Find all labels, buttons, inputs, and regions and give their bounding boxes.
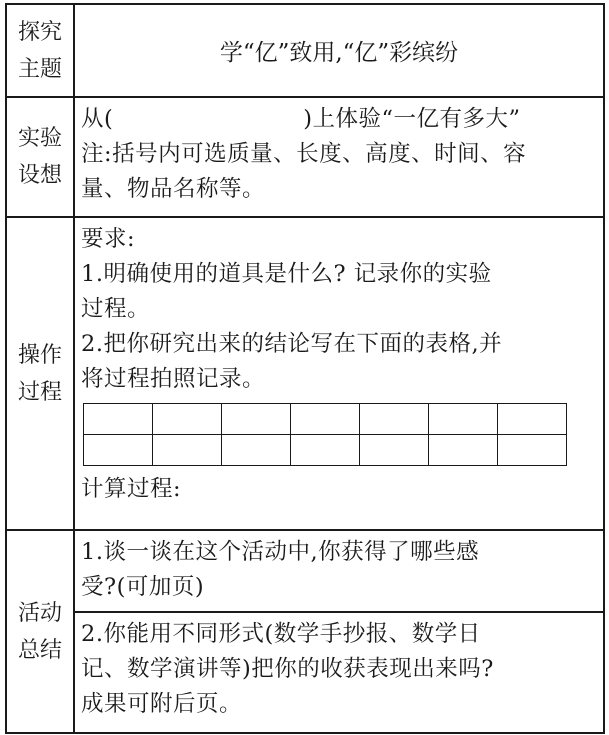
grid-cell[interactable] — [84, 404, 153, 435]
process-content — [74, 217, 604, 530]
hypothesis-label — [6, 97, 74, 217]
q2-line1: 2.你能用不同形式(数学手抄报、数学日 — [81, 621, 481, 647]
summary-label-line1: 活动 — [17, 600, 62, 626]
grid-cell[interactable] — [498, 404, 567, 435]
results-grid-row — [84, 435, 567, 466]
q2-line2: 记、数学演讲等)把你的收获表现出来吗? — [81, 656, 494, 682]
req2-line1: 2.把你研究出来的结论写在下面的表格,并 — [81, 331, 503, 357]
q1-line2: 受?(可加页) — [81, 574, 205, 600]
theme-label-line2: 主题 — [17, 56, 62, 82]
grid-cell[interactable] — [291, 435, 360, 466]
calculation-heading: 计算过程: — [81, 476, 182, 502]
summary-question-2 — [75, 611, 603, 728]
grid-cell[interactable] — [498, 435, 567, 466]
grid-cell[interactable] — [429, 435, 498, 466]
req2-line2: 将过程拍照记录。 — [81, 366, 266, 392]
summary-label — [6, 530, 74, 733]
grid-cell[interactable] — [153, 404, 222, 435]
grid-cell[interactable] — [360, 404, 429, 435]
hypothesis-label-line2: 设想 — [17, 163, 62, 188]
grid-cell[interactable] — [84, 435, 153, 466]
summary-question-1 — [75, 531, 603, 611]
grid-cell[interactable] — [429, 404, 498, 435]
results-grid-row — [84, 404, 567, 435]
theme-row — [6, 4, 604, 97]
process-label-line2: 过程 — [17, 379, 62, 405]
grid-cell[interactable] — [222, 435, 291, 466]
q2-line3: 成果可附后页。 — [81, 691, 243, 717]
grid-cell[interactable] — [222, 404, 291, 435]
req1-line1: 1.明确使用的道具是什么? 记录你的实验 — [81, 261, 492, 287]
theme-text: 学“亿”致用,“亿”彩缤纷 — [74, 4, 604, 97]
note-line1: 注:括号内可选质量、长度、高度、时间、容 — [81, 141, 527, 167]
requirements-heading: 要求: — [81, 226, 136, 252]
summary-row — [6, 530, 604, 733]
grid-cell[interactable] — [153, 435, 222, 466]
q1-line1: 1.谈一谈在这个活动中,你获得了哪些感 — [81, 539, 480, 565]
hypothesis-content — [74, 97, 604, 217]
theme-label — [6, 4, 74, 97]
hypothesis-label-line1: 实验 — [17, 126, 62, 151]
req1-line2: 过程。 — [81, 296, 151, 322]
results-grid — [83, 403, 567, 466]
process-label — [6, 217, 74, 530]
activity-table — [5, 3, 605, 734]
note-line2: 量、物品名称等。 — [81, 176, 266, 202]
process-row — [6, 217, 604, 530]
grid-cell[interactable] — [360, 435, 429, 466]
hypothesis-prefix: 从( — [81, 106, 114, 132]
hypothesis-line1 — [81, 102, 603, 137]
grid-cell[interactable] — [291, 404, 360, 435]
theme-label-line1: 探究 — [17, 19, 62, 45]
summary-content — [74, 530, 604, 733]
process-label-line1: 操作 — [17, 342, 62, 368]
hypothesis-suffix: )上体验“一亿有多大” — [303, 106, 521, 132]
hypothesis-row — [6, 97, 604, 217]
summary-label-line2: 总结 — [17, 637, 62, 663]
